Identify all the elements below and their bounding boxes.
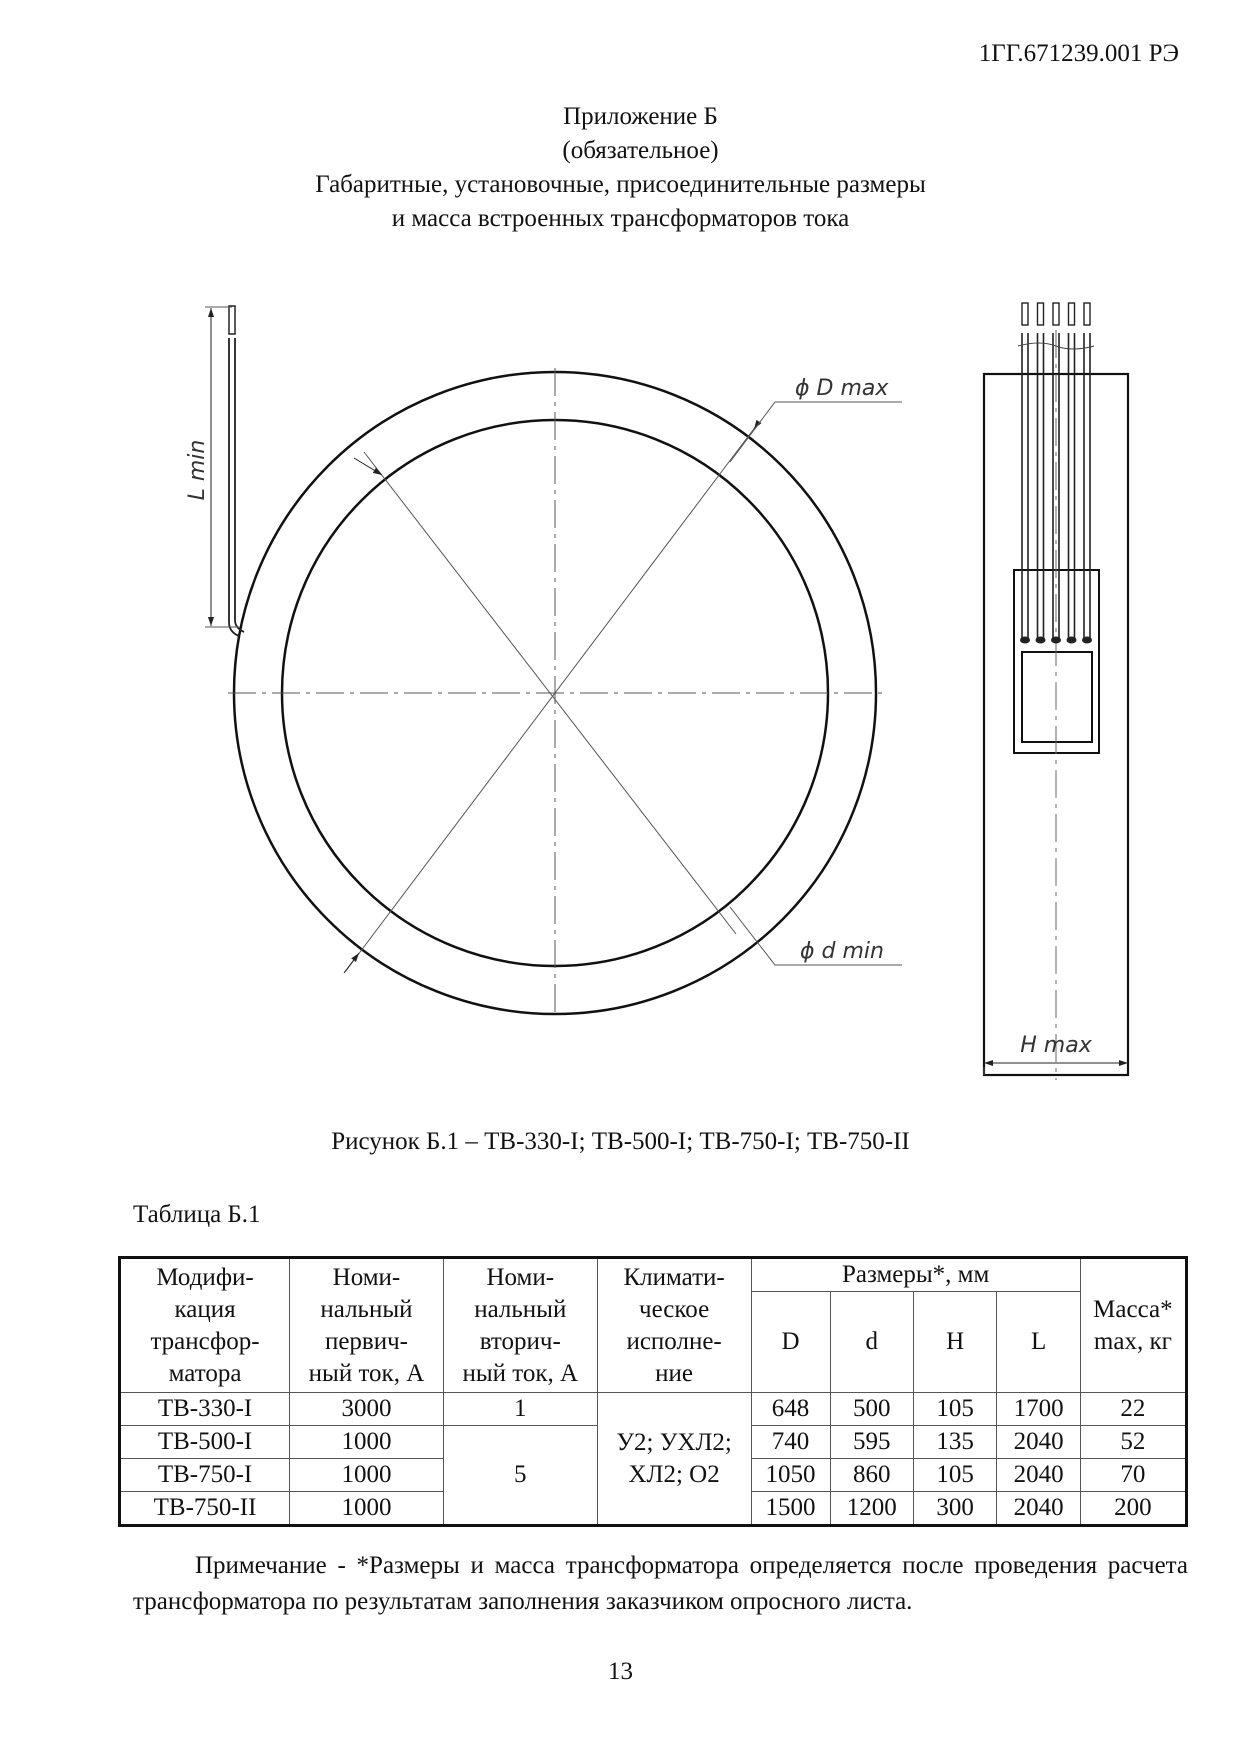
front-view bbox=[185, 306, 902, 1015]
appendix-status: (обязательное) bbox=[562, 137, 719, 164]
cell-H: 135 bbox=[913, 1426, 996, 1459]
cell-primary: 1000 bbox=[290, 1426, 444, 1459]
cell-H: 300 bbox=[913, 1492, 996, 1526]
header-D: D bbox=[751, 1292, 830, 1393]
cell-H: 105 bbox=[913, 1393, 996, 1426]
header-modification: Модифи- кация трансфор- матора bbox=[120, 1258, 290, 1393]
cell-secondary: 5 bbox=[443, 1426, 597, 1526]
lead-wire-terminal bbox=[229, 306, 235, 334]
wire-terminal bbox=[1038, 303, 1044, 325]
cell-model: ТВ-500-I bbox=[120, 1426, 290, 1459]
wire-entry-point bbox=[1051, 637, 1061, 644]
cell-model: ТВ-330-I bbox=[120, 1393, 290, 1426]
wire-terminal bbox=[1053, 303, 1059, 325]
header-climatic: Климати- ческое исполне- ние bbox=[597, 1258, 751, 1393]
wire-entry-point bbox=[1020, 637, 1030, 644]
cell-D: 648 bbox=[751, 1393, 830, 1426]
cell-D: 1500 bbox=[751, 1492, 830, 1526]
page-number: 13 bbox=[608, 1658, 633, 1685]
table-note bbox=[133, 1548, 1188, 1620]
wire bbox=[1036, 303, 1046, 644]
cell-L: 2040 bbox=[997, 1426, 1080, 1459]
figure-caption: Рисунок Б.1 – ТВ-330-I; ТВ-500-I; ТВ-750-I; ТВ-750-II bbox=[331, 1128, 910, 1155]
cell-d: 1200 bbox=[830, 1492, 913, 1526]
d-min-label: ϕ d min bbox=[800, 939, 884, 964]
cell-mass: 52 bbox=[1080, 1426, 1186, 1459]
lead-wire bbox=[229, 338, 244, 636]
d-max-label: ϕ D max bbox=[795, 376, 889, 401]
appendix-heading-line-1: Габаритные, установочные, присоединительные размеры bbox=[315, 171, 926, 198]
h-max-label: H max bbox=[1020, 1033, 1092, 1058]
wire bbox=[1082, 303, 1092, 644]
wire bbox=[1067, 303, 1077, 644]
wire-terminal bbox=[1084, 303, 1090, 325]
cell-d: 860 bbox=[830, 1459, 913, 1492]
appendix-label: Приложение Б bbox=[563, 103, 718, 130]
wire-terminal bbox=[1022, 303, 1028, 325]
header-d: d bbox=[830, 1292, 913, 1393]
cell-mass: 200 bbox=[1080, 1492, 1186, 1526]
d-max-leader bbox=[730, 402, 902, 462]
cell-D: 740 bbox=[751, 1426, 830, 1459]
cell-secondary: 1 bbox=[443, 1393, 597, 1426]
wire bbox=[1020, 303, 1030, 644]
cell-primary: 1000 bbox=[290, 1492, 444, 1526]
document-number: 1ГГ.671239.001 РЭ bbox=[978, 40, 1179, 67]
cell-d: 500 bbox=[830, 1393, 913, 1426]
d-min-dimension-arrow-upper bbox=[354, 458, 382, 475]
note-text: Примечание - *Размеры и масса трансформатора определяется после проведения расчета трансформатора по результатам заполнения заказчиком опросного листа. bbox=[133, 1552, 1188, 1615]
cell-L: 2040 bbox=[997, 1492, 1080, 1526]
cell-L: 1700 bbox=[997, 1393, 1080, 1426]
l-min-label: L min bbox=[185, 439, 210, 501]
wire-terminal bbox=[1069, 303, 1075, 325]
cell-climatic: У2; УХЛ2; ХЛ2; О2 bbox=[597, 1393, 751, 1526]
d-min-dimension-arrow-lower bbox=[344, 953, 359, 973]
wire-entry-point bbox=[1067, 637, 1077, 644]
header-H: H bbox=[913, 1292, 996, 1393]
header-primary-current: Номи- нальный первич- ный ток, А bbox=[290, 1258, 444, 1393]
cell-d: 595 bbox=[830, 1426, 913, 1459]
table-title: Таблица Б.1 bbox=[133, 1201, 261, 1228]
header-L: L bbox=[997, 1292, 1080, 1393]
cell-model: ТВ-750-I bbox=[120, 1459, 290, 1492]
cell-mass: 22 bbox=[1080, 1393, 1186, 1426]
appendix-heading-line-2: и масса встроенных трансформаторов тока bbox=[391, 205, 850, 232]
cell-primary: 3000 bbox=[290, 1393, 444, 1426]
side-view bbox=[984, 303, 1128, 1080]
table-row bbox=[120, 1393, 1187, 1426]
specification-table bbox=[118, 1256, 1188, 1527]
table-header-row-1 bbox=[120, 1258, 1187, 1292]
header-dimensions: Размеры*, мм bbox=[751, 1258, 1080, 1292]
wire-entry-point bbox=[1036, 637, 1046, 644]
cell-mass: 70 bbox=[1080, 1459, 1186, 1492]
cell-H: 105 bbox=[913, 1459, 996, 1492]
wire-entry-point bbox=[1082, 637, 1092, 644]
cell-model: ТВ-750-II bbox=[120, 1492, 290, 1526]
cell-primary: 1000 bbox=[290, 1459, 444, 1492]
cell-D: 1050 bbox=[751, 1459, 830, 1492]
header-mass: Масса* max, кг bbox=[1080, 1258, 1186, 1393]
header-secondary-current: Номи- нальный вторич- ный ток, А bbox=[443, 1258, 597, 1393]
cell-L: 2040 bbox=[997, 1459, 1080, 1492]
terminal-window bbox=[1022, 652, 1092, 742]
